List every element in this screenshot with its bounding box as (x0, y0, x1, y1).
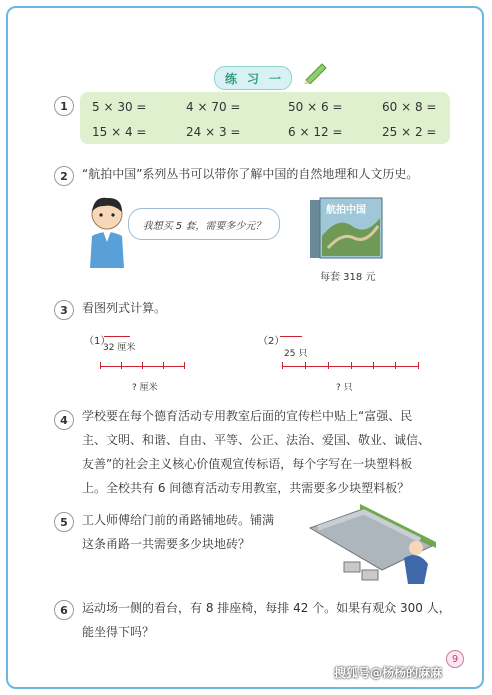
total-segment-2 (282, 366, 418, 367)
title-char-3: 一 (269, 71, 282, 86)
calc-item: 5 × 30 = (92, 100, 147, 114)
tick (142, 362, 143, 369)
question-4-line: 主、文明、和谐、自由、平等、公正、法治、爱国、敬业、诚信、 (82, 433, 431, 447)
diagram-1-label: （1） (84, 336, 111, 347)
total-label-1: ? 厘米 (132, 383, 158, 393)
tick (184, 362, 185, 369)
page-number: 9 (446, 650, 464, 668)
total-label-2: ? 只 (336, 383, 353, 393)
title-char-1: 练 (225, 71, 238, 86)
tick (351, 362, 352, 369)
tick (328, 362, 329, 369)
question-4-line: 学校要在每个德育活动专用教室后面的宣传栏中贴上“富强、民 (82, 409, 413, 423)
exercise-title (214, 64, 324, 90)
title-char-2: 习 (247, 71, 260, 86)
question-number-4: 4 (54, 410, 74, 430)
speech-bubble: 我想买 5 套，需要多少元？ (128, 208, 280, 240)
calc-item: 6 × 12 = (288, 125, 343, 139)
question-number-5: 5 (54, 512, 74, 532)
pencil-icon (302, 58, 328, 84)
title-pill (214, 66, 292, 90)
part-label-1: 32 厘米 (103, 343, 136, 353)
tick (418, 362, 419, 369)
tick (100, 362, 101, 369)
question-number-2: 2 (54, 166, 74, 186)
question-6-line: 能坐得下吗？ (82, 625, 155, 639)
question-4-line: 上。全校共有 6 间德育活动专用教室，共需要多少块塑料板？ (82, 481, 410, 495)
boy-illustration (84, 194, 130, 268)
price-label: 每套 318 元 (320, 272, 376, 283)
question-4-line: 友善”的社会主义核心价值观宣传标语，每个字写在一块塑料板 (82, 457, 413, 471)
tick (121, 362, 122, 369)
calc-item: 24 × 3 = (186, 125, 241, 139)
question-number-1: 1 (54, 96, 74, 116)
diagram-2-label: （2） (258, 336, 285, 347)
question-number-6: 6 (54, 600, 74, 620)
tick (373, 362, 374, 369)
question-number-3: 3 (54, 300, 74, 320)
question-5-line: 这条甬路一共需要多少块地砖？ (82, 537, 251, 551)
part-label-2: 25 只 (284, 349, 308, 359)
tick (395, 362, 396, 369)
calc-item: 50 × 6 = (288, 100, 343, 114)
part-segment-2 (280, 336, 302, 337)
part-segment-1 (104, 336, 130, 337)
question-6-line: 运动场一侧的看台，有 8 排座椅，每排 42 个。如果有观众 300 人， (82, 601, 451, 615)
calc-item: 60 × 8 = (382, 100, 437, 114)
calc-item: 25 × 2 = (382, 125, 437, 139)
calc-item: 4 × 70 = (186, 100, 241, 114)
tick (282, 362, 283, 369)
question-2-text: “航拍中国”系列丛书可以带你了解中国的自然地理和人文历史。 (82, 167, 419, 181)
watermark-text: 搜狐号@杨杨的麻麻 (334, 666, 443, 680)
question-3-text: 看图列式计算。 (82, 301, 167, 315)
paving-illustration (300, 500, 440, 588)
calc-item: 15 × 4 = (92, 125, 147, 139)
question-5-line: 工人师傅给门前的甬路铺地砖。铺满 (82, 513, 275, 527)
tick (163, 362, 164, 369)
tick (305, 362, 306, 369)
book-title: 航拍中国 (326, 205, 366, 216)
